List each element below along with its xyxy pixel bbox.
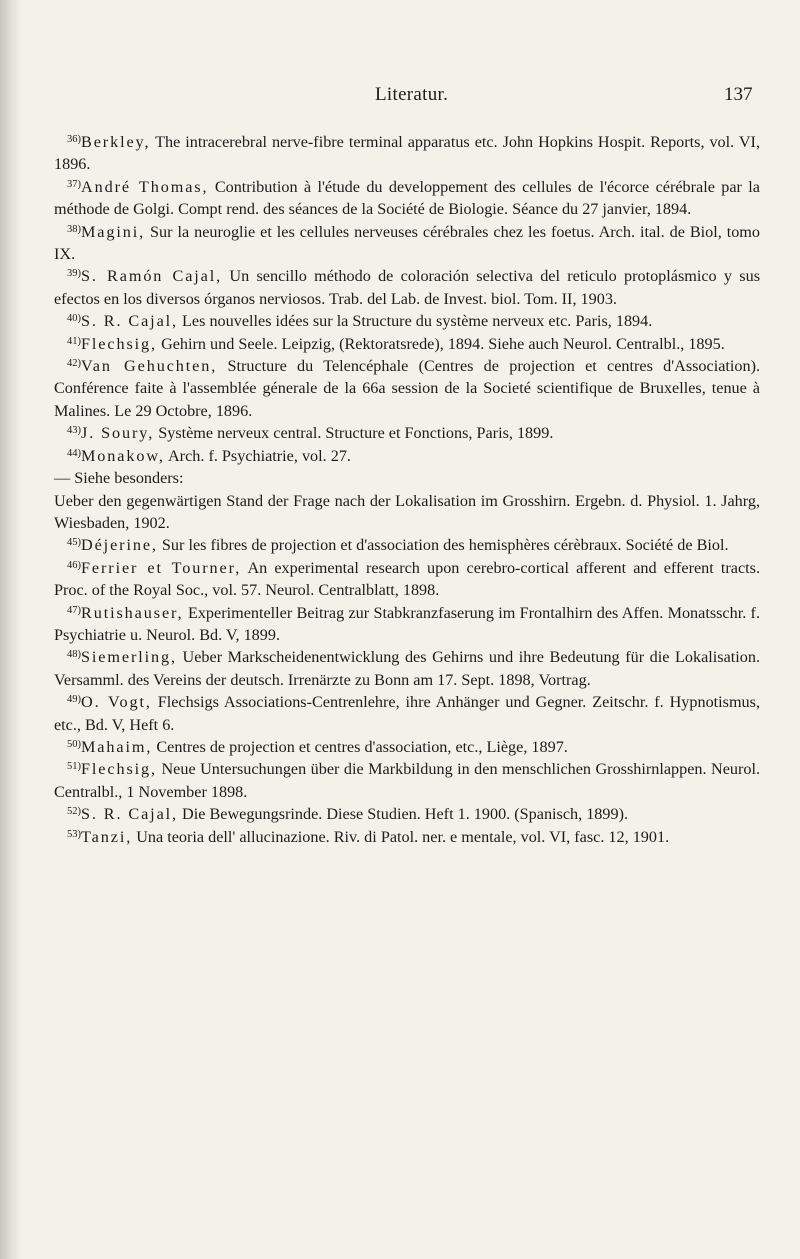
reference-entry <box>54 355 760 422</box>
reference-author: Ferrier et Tourner, <box>81 558 242 577</box>
reference-text: Système nerveux central. Structure et Fonctions, Paris, 1899. <box>154 424 554 443</box>
reference-text: Ueber Markscheidenentwicklung des Gehirns und ihre Bedeutung für die Lokalisation. Versamml. des Vereins der deutsch. Irrenärzte zu Bonn am 17. Sept. 1898, Vortrag. <box>54 648 760 689</box>
reference-number: 46) <box>67 559 81 571</box>
reference-text: The intracerebral nerve-fibre terminal apparatus etc. John Hopkins Hospit. Reports, vol. VI, 1896. <box>54 133 760 174</box>
reference-text: Ueber den gegenwärtigen Stand der Frage nach der Lokalisation im Grosshirn. Ergebn. d. Physiol. 1. Jahrg, Wiesbaden, 1902. <box>54 491 760 532</box>
reference-entry <box>54 826 760 848</box>
reference-number: 50) <box>67 738 81 750</box>
page-header <box>0 84 800 114</box>
reference-author: J. Soury, <box>81 424 155 443</box>
reference-entry <box>54 646 760 691</box>
reference-entry <box>54 691 760 736</box>
reference-author: O. Vogt, <box>81 693 152 712</box>
page-number: 137 <box>724 84 753 105</box>
reference-author: S. R. Cajal, <box>81 312 178 331</box>
reference-entry <box>54 803 760 825</box>
reference-entry <box>54 422 760 444</box>
reference-entry <box>54 265 760 310</box>
reference-number: 38) <box>67 223 81 235</box>
reference-text: Die Bewegungsrinde. Diese Studien. Heft 1. 1900. (Spanisch, 1899). <box>178 805 629 824</box>
reference-text: Una teoria dell' allucinazione. Riv. di Patol. ner. e mentale, vol. VI, fasc. 12, 1901. <box>132 827 670 846</box>
reference-number: 37) <box>67 178 81 190</box>
reference-entry <box>54 758 760 803</box>
reference-author: Flechsig, <box>81 334 158 353</box>
reference-number: 45) <box>67 537 81 549</box>
reference-author: Monakow, <box>81 446 165 465</box>
reference-number: 51) <box>67 761 81 773</box>
reference-entry <box>54 221 760 266</box>
reference-text: Gehirn und Seele. Leipzig, (Rektoratsrede), 1894. Siehe auch Neurol. Centralbl., 1895. <box>157 334 725 353</box>
reference-text: — Siehe besonders: <box>54 469 184 488</box>
reference-number: 43) <box>67 425 81 437</box>
reference-text: Les nouvelles idées sur la Structure du système nerveux etc. Paris, 1894. <box>178 312 653 331</box>
reference-entry <box>54 557 760 602</box>
reference-number: 49) <box>67 694 81 706</box>
reference-number: 40) <box>67 313 81 325</box>
reference-entry <box>54 534 760 556</box>
reference-text: Flechsigs Associations-Centrenlehre, ihre Anhänger und Gegner. Zeitschr. f. Hypnotismus, etc., Bd. V, Heft 6. <box>54 693 760 734</box>
running-title: Literatur. <box>375 84 449 105</box>
reference-author: Magini, <box>81 222 146 241</box>
reference-author: Siemerling, <box>81 648 177 667</box>
reference-text: Sur les fibres de projection et d'association des hemisphères cérèbraux. Société de Biol. <box>157 536 729 555</box>
reference-text: Sur la neuroglie et les cellules nerveuses cérébrales chez les foetus. Arch. ital. de Biol, tomo IX. <box>54 222 760 264</box>
reference-author: Mahaim, <box>81 737 153 756</box>
reference-entry <box>54 445 760 467</box>
reference-text: Centres de projection et centres d'association, etc., Liège, 1897. <box>152 737 568 756</box>
reference-entry <box>54 333 760 355</box>
reference-entry <box>54 736 760 758</box>
reference-entry <box>54 131 760 176</box>
reference-entry <box>54 176 760 221</box>
reference-text: Structure du Telencéphale (Centres de projection et centres d'Association). Conférence faite à l'assemblée génerale de la 66a session de la Societé scientifique de Bruxelles, tenue à Malines. Le 29 Octobre, 1896. <box>54 357 761 420</box>
reference-number: 53) <box>67 828 81 840</box>
reference-entry <box>54 467 760 489</box>
reference-number: 36) <box>67 134 81 145</box>
reference-text: Contribution à l'étude du developpement des cellules de l'écorce cérébrale par la méthode de Golgi. Compt rend. des séances de la Société de Biologie. Séance du 27 janvier, 1894. <box>54 177 760 219</box>
reference-author: S. R. Cajal, <box>81 805 178 824</box>
reference-author: Berkley, <box>81 133 151 151</box>
reference-number: 52) <box>67 806 81 818</box>
reference-text: An experimental research upon cerebro-cortical afferent and efferent tracts. Proc. of the Royal Soc., vol. 57. Neurol. Centralblatt, 1898. <box>54 558 761 600</box>
reference-text: Un sencillo méthodo de coloración selectiva del reticulo protoplásmico y sus efectos en los diversos órganos nerviosos. Trab. del Lab. de Invest. biol. Tom. II, 1903. <box>54 267 760 308</box>
reference-number: 41) <box>67 335 81 347</box>
reference-entry <box>54 490 760 535</box>
reference-number: 47) <box>67 604 81 616</box>
reference-author: Rutishauser, <box>81 603 184 622</box>
reference-text: Neue Untersuchungen über die Markbildung in den menschlichen Grosshirnlappen. Neurol. Centralbl., 1 November 1898. <box>54 760 760 801</box>
reference-author: Tanzi, <box>81 827 133 846</box>
reference-text: Experimenteller Beitrag zur Stabkranzfaserung im Frontalhirn des Affen. Monatsschr. f. Psychiatrie u. Neurol. Bd. V, 1899. <box>54 603 760 644</box>
reference-number: 42) <box>67 358 81 370</box>
reference-author: S. Ramón Cajal, <box>81 267 223 286</box>
reference-list <box>54 131 760 848</box>
reference-author: Flechsig, <box>81 760 158 779</box>
reference-number: 48) <box>67 649 81 661</box>
reference-text: Arch. f. Psychiatrie, vol. 27. <box>164 446 351 465</box>
page-scan-edge <box>0 0 22 1259</box>
reference-author: Déjerine, <box>81 536 158 555</box>
reference-author: André Thomas, <box>81 177 209 196</box>
reference-number: 44) <box>67 447 81 459</box>
reference-entry <box>54 602 760 647</box>
reference-entry <box>54 310 760 332</box>
reference-number: 39) <box>67 268 81 280</box>
reference-author: Van Gehuchten, <box>81 357 218 376</box>
